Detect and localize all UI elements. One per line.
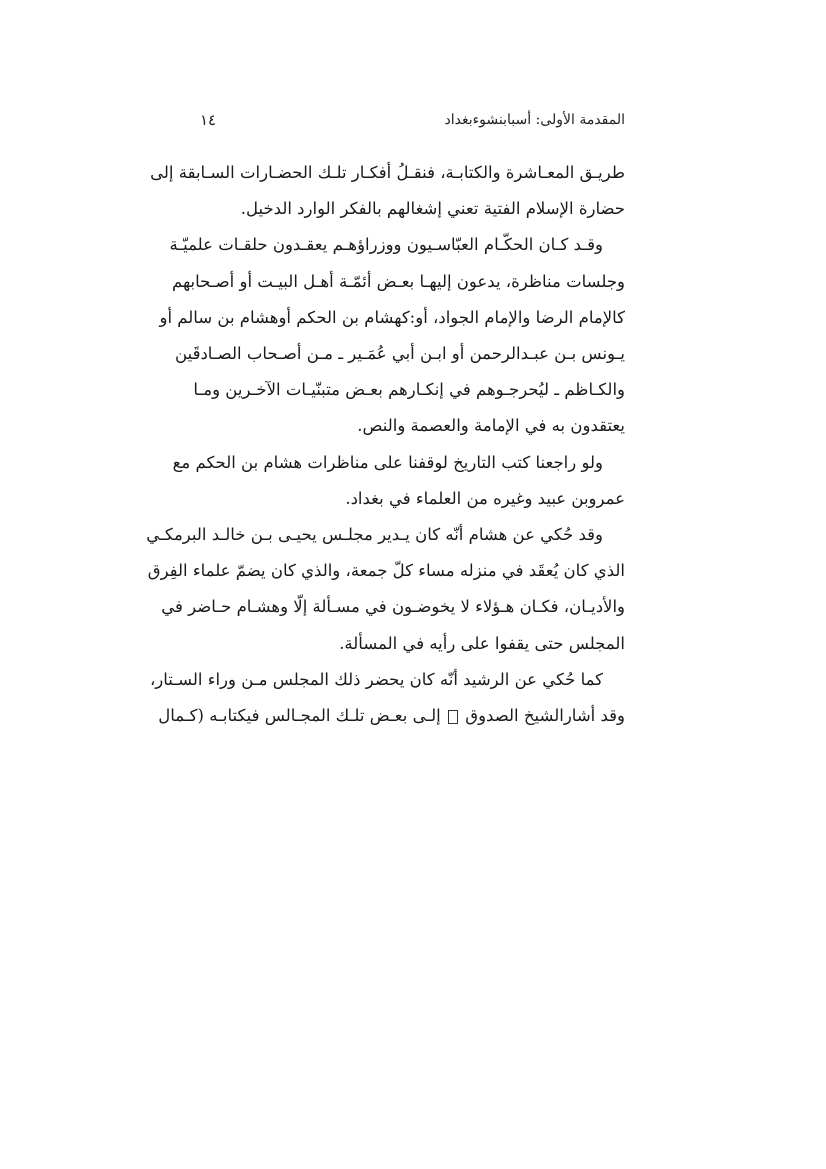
text-line: كالإمام الرضا والإمام الجواد، أو:كهشام بن الحكم أوهشام بن سالم أو: [159, 307, 625, 327]
text-line: والكـاظم ـ ليُحرجـوهم في إنكـارهم بعـض متبنّيـات الآخـرين ومـا: [193, 380, 625, 400]
missing-glyph-box-icon: [448, 710, 458, 724]
text-fragment: وقد أشارالشيخ الصدوق: [465, 706, 625, 726]
text-line: يعتقدون به في الإمامة والعصمة والنص.: [357, 416, 625, 436]
text-line: ولو راجعنا كتب التاريخ لوقفنا على مناظرات هشام بن الحكم مع: [172, 452, 603, 472]
text-line: والأديـان، فكـان هـؤلاء لا يخوضـون في مسـألة إلّا وهشـام حـاضر في: [161, 597, 625, 617]
text-line: الذي كان يُعقَد في منزله مساء كلّ جمعة، والذي كان يضمّ علماء الفِرق: [147, 561, 625, 581]
header-title: المقدمة الأولى: أسبابنشوءبغداد: [444, 112, 625, 128]
running-header: [200, 108, 625, 132]
text-line: عمروبن عبيد وغيره من العلماء في بغداد.: [345, 488, 625, 508]
text-line: [158, 698, 625, 734]
text-line: يـونس بـن عبـدالرحمن أو ابـن أبي عُمَـير ـ مـن أصـحاب الصـادقَين: [175, 344, 625, 364]
page-number: ١٤: [200, 111, 217, 129]
text-line: وقد حُكي عن هشام أنّه كان يـدير مجلـس يحيـى بـن خالـد البرمكـي: [146, 525, 603, 545]
text-line: حضارة الإسلام الفتية تعني إشغالهم بالفكر الوارد الدخيل.: [240, 199, 625, 219]
body-text: [146, 155, 625, 734]
text-line: وجلسات مناظرة، يدعون إليهـا بعـض أئمّـة أهـل البيـت أو أصـحابهم: [171, 271, 625, 291]
text-line: كما حُكي عن الرشيد أنّه كان يحضر ذلك المجلس مـن وراء السـتار،: [149, 669, 603, 689]
text-line: وقـد كـان الحكّـام العبّاسـيون ووزراؤهـم يعقـدون حلقـات علميّـة: [169, 235, 603, 255]
text-fragment: إلـى بعـض تلـك المجـالس فيكتابـه (كـمال: [158, 706, 441, 726]
text-line: المجلس حتى يقفوا على رأيه في المسألة.: [339, 633, 625, 653]
text-line: طريـق المعـاشرة والكتابـة، فنقـلُ أفكـار تلـك الحضـارات السـابقة إلى: [150, 163, 625, 182]
